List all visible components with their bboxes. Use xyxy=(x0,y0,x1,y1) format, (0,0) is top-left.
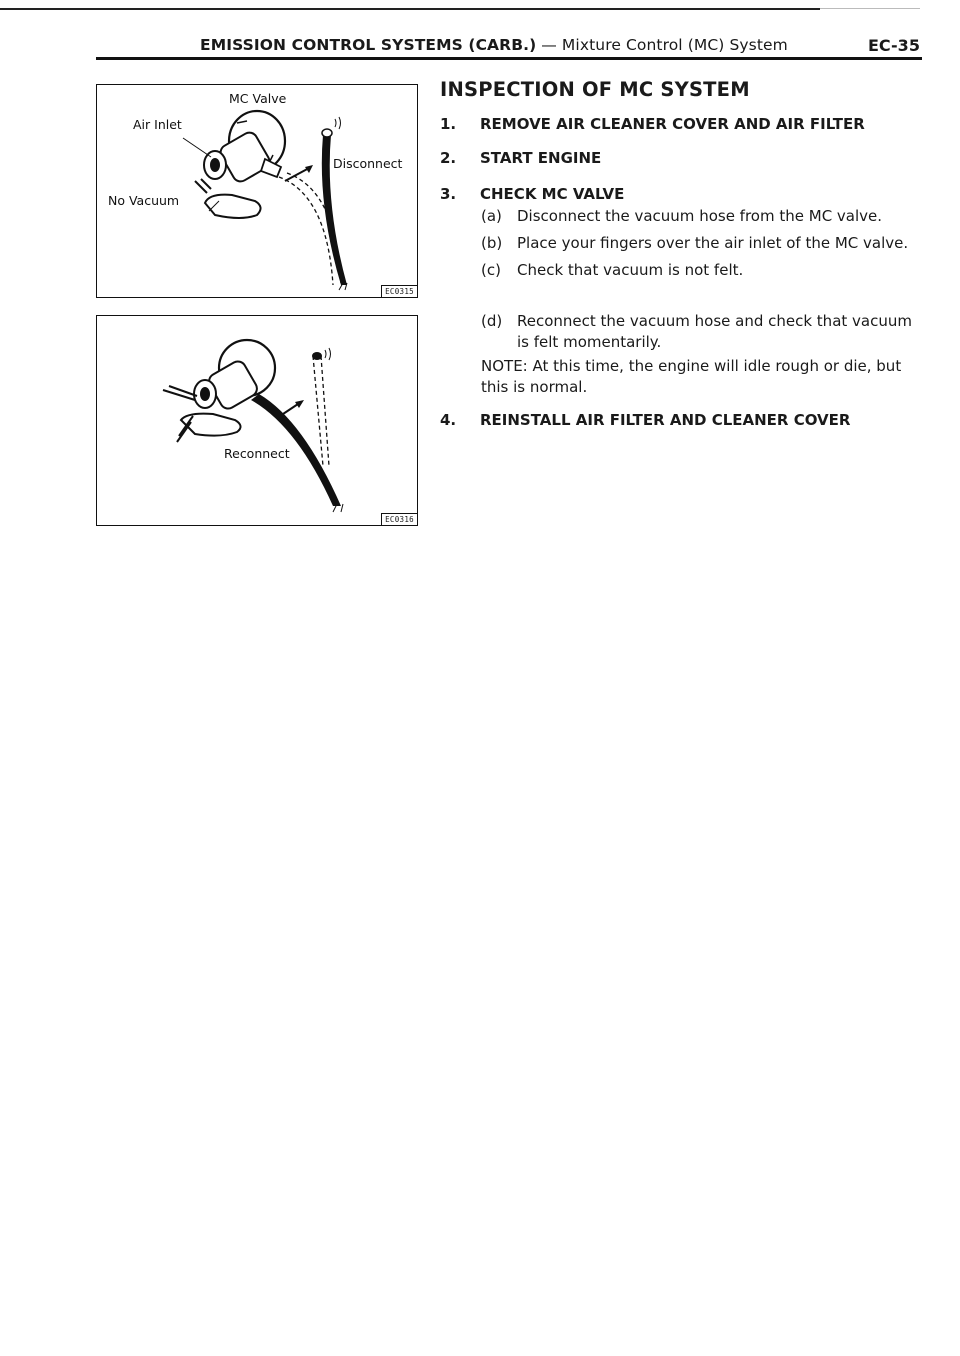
note xyxy=(481,356,901,398)
step-3 xyxy=(440,185,624,203)
note-line2: this is normal. xyxy=(481,378,588,396)
label-reconnect: Reconnect xyxy=(224,446,290,461)
substep-b xyxy=(481,233,908,254)
label-air-inlet: Air Inlet xyxy=(133,117,182,132)
substep-text-line1: Reconnect the vacuum hose and check that vacuum xyxy=(517,312,912,330)
step-1 xyxy=(440,115,865,133)
header-rule xyxy=(96,57,922,60)
substep-d xyxy=(481,311,912,353)
substep-text: Check that vacuum is not felt. xyxy=(517,261,744,279)
substep-a xyxy=(481,206,882,227)
substep-text-line2: is felt momentarily. xyxy=(517,333,662,351)
step-number: 1. xyxy=(440,115,457,133)
figure-disconnect xyxy=(96,84,418,298)
substep-c xyxy=(481,260,743,281)
substep-text: Place your fingers over the air inlet of the MC valve. xyxy=(517,234,909,252)
mc-valve-reconnect-illustration xyxy=(97,316,417,525)
label-no-vacuum: No Vacuum xyxy=(108,193,180,208)
label-mc-valve: MC Valve xyxy=(229,91,287,106)
step-text: START ENGINE xyxy=(480,149,602,167)
substep-label: (a) xyxy=(481,207,502,225)
step-2 xyxy=(440,149,601,167)
substep-label: (b) xyxy=(481,234,503,252)
page-header-title xyxy=(200,36,788,54)
step-number: 3. xyxy=(440,185,457,203)
section-title: INSPECTION OF MC SYSTEM xyxy=(440,78,750,101)
step-text: REMOVE AIR CLEANER COVER AND AIR FILTER xyxy=(480,115,865,133)
header-title-rest: — Mixture Control (MC) System xyxy=(536,36,788,54)
step-text: CHECK MC VALVE xyxy=(480,185,625,203)
step-number: 2. xyxy=(440,149,457,167)
label-disconnect: Disconnect xyxy=(333,156,403,171)
note-line1: NOTE: At this time, the engine will idle rough or die, but xyxy=(481,357,902,375)
step-number: 4. xyxy=(440,411,457,429)
substep-label: (c) xyxy=(481,261,501,279)
step-4 xyxy=(440,411,850,429)
figure-code: EC0316 xyxy=(381,513,418,526)
substep-label: (d) xyxy=(481,312,503,330)
step-text: REINSTALL AIR FILTER AND CLEANER COVER xyxy=(480,411,851,429)
substep-text: Disconnect the vacuum hose from the MC valve. xyxy=(517,207,883,225)
header-title-bold: EMISSION CONTROL SYSTEMS (CARB.) xyxy=(200,36,537,54)
page-number: EC-35 xyxy=(868,36,920,55)
figure-code: EC0315 xyxy=(381,285,418,298)
top-rule xyxy=(0,8,820,10)
top-rule-fade xyxy=(820,8,920,9)
figure-reconnect xyxy=(96,315,418,526)
